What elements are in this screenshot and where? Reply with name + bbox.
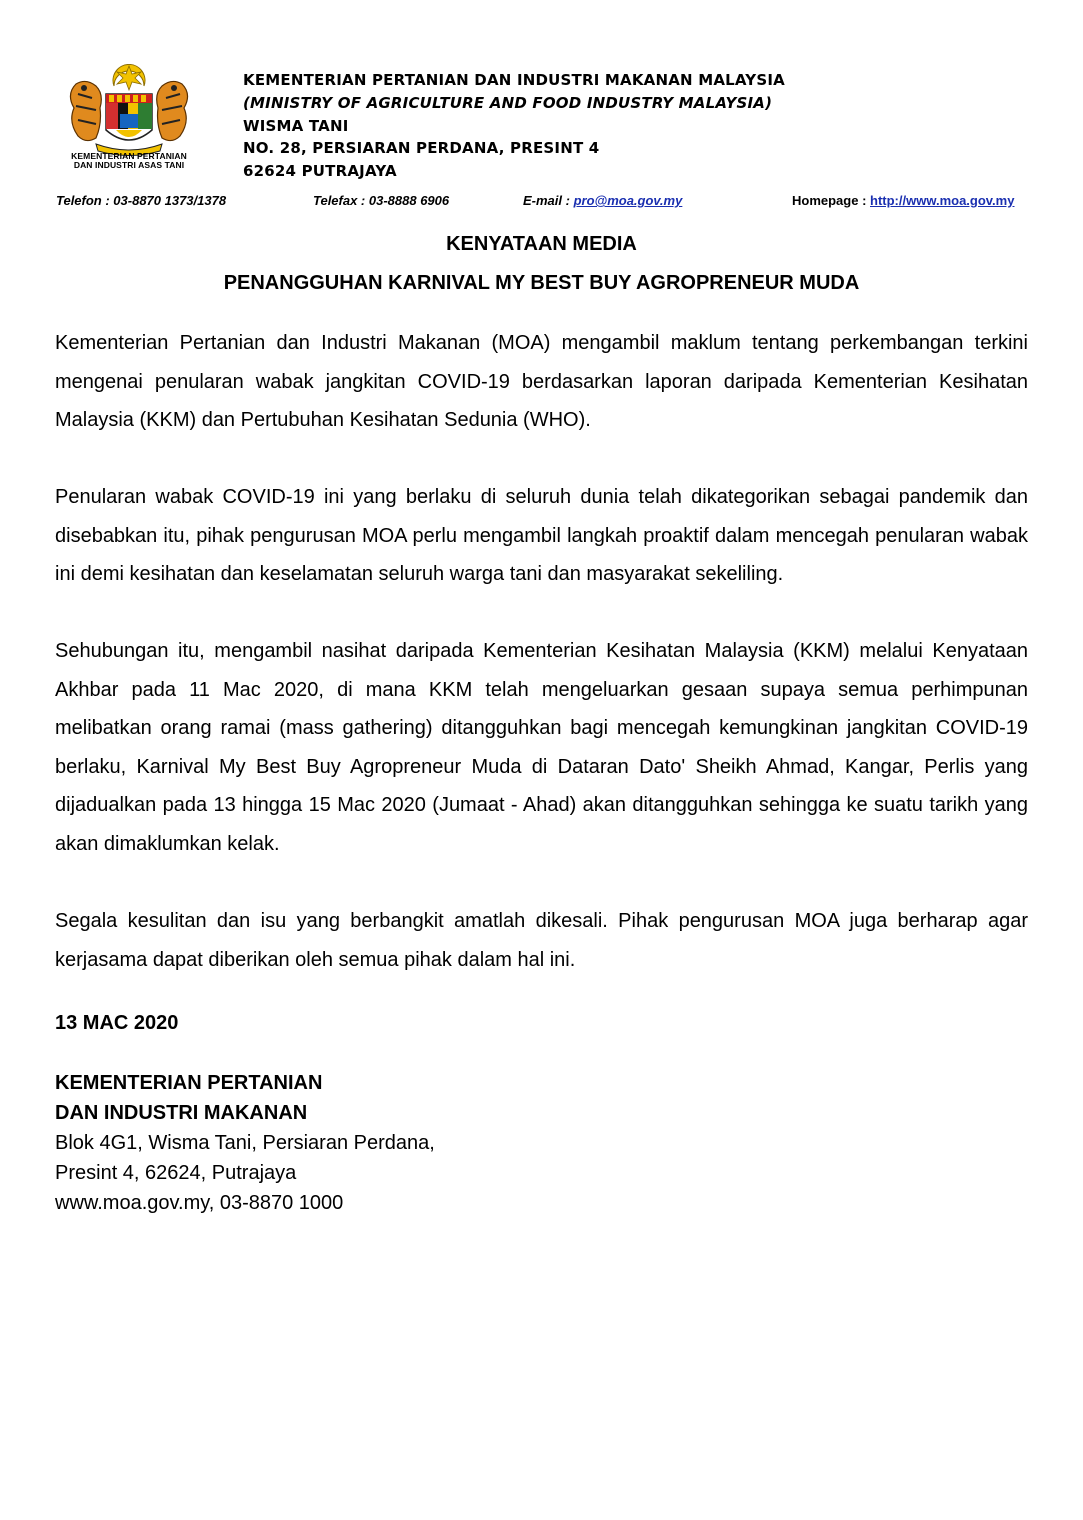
address-line2: NO. 28, PERSIARAN PERDANA, PRESINT 4 xyxy=(243,139,600,158)
email-label: E-mail : xyxy=(523,193,574,208)
homepage-link[interactable]: http://www.moa.gov.my xyxy=(870,193,1015,208)
signature-line2: DAN INDUSTRI MAKANAN xyxy=(55,1102,308,1124)
paragraph-1: Kementerian Pertanian dan Industri Makanan (MOA) mengambil maklum tentang perkembangan terkini mengenai penularan wabak jangkitan COVID-19 berdasarkan laporan daripada Kementerian Kesihatan Malaysia (KKM) dan Pertubuhan Kesihatan Sedunia (WHO). xyxy=(55,332,1028,432)
logo-caption-line2: DAN INDUSTRI ASAS TANI xyxy=(73,160,185,170)
document-subtitle: PENANGGUHAN KARNIVAL MY BEST BUY AGROPRENEUR MUDA xyxy=(223,272,860,294)
logo-caption xyxy=(56,152,202,170)
homepage-label: Homepage : xyxy=(792,193,871,208)
ministry-name-en: (MINISTRY OF AGRICULTURE AND FOOD INDUSTRY MALAYSIA) xyxy=(243,93,773,112)
telefax: Telefax : 03-8888 6906 xyxy=(313,193,450,208)
malaysia-coat-of-arms-icon xyxy=(56,64,202,156)
paragraph-2: Penularan wabak COVID-19 ini yang berlaku di seluruh dunia telah dikategorikan sebagai pandemik dan disebabkan itu, pihak pengurusan MOA perlu mengambil langkah proaktif dalam mencegah penularan wabak ini demi kesihatan dan keselamatan seluruh warga tani dan masyarakat sekeliling. xyxy=(55,486,1028,586)
ministry-name-ms: KEMENTERIAN PERTANIAN DAN INDUSTRI MAKANAN MALAYSIA xyxy=(243,71,785,89)
address-line1: WISMA TANI xyxy=(243,116,349,135)
telefon: Telefon : 03-8870 1373/1378 xyxy=(56,193,227,208)
document-title: KENYATAAN MEDIA xyxy=(446,233,637,255)
paragraph-4: Segala kesulitan dan isu yang berbangkit amatlah dikesali. Pihak pengurusan MOA juga berharap agar kerjasama dapat diberikan oleh semua pihak dalam hal ini. xyxy=(55,910,1028,971)
signature-block xyxy=(55,1068,435,1218)
signature-line5: www.moa.gov.my, 03-8870 1000 xyxy=(55,1192,344,1214)
logo-caption-line1: KEMENTERIAN PERTANIAN xyxy=(71,151,187,161)
address-line3: 62624 PUTRAJAYA xyxy=(243,162,397,181)
homepage xyxy=(792,193,1014,208)
paragraph-3: Sehubungan itu, mengambil nasihat daripada Kementerian Kesihatan Malaysia (KKM) melalui Kenyataan Akhbar pada 11 Mac 2020, di mana KKM telah mengeluarkan gesaan supaya semua perhimpunan melibatkan orang ramai (mass gathering) ditangguhkan bagi mencegah kemungkinan jangkitan COVID-19 berlaku, Karnival My Best Buy Agropreneur Muda di Dataran Dato' Sheikh Ahmad, Kangar, Perlis yang dijadualkan pada 13 hingga 15 Mac 2020 (Jumaat - Ahad) akan ditangguhkan sehingga ke suatu tarikh yang akan dimaklumkan kelak. xyxy=(55,640,1028,855)
email xyxy=(523,193,682,208)
statement-date: 13 MAC 2020 xyxy=(55,1012,179,1034)
signature-line4: Presint 4, 62624, Putrajaya xyxy=(55,1162,297,1184)
email-link[interactable]: pro@moa.gov.my xyxy=(573,193,683,208)
signature-line1: KEMENTERIAN PERTANIAN xyxy=(55,1072,323,1094)
signature-line3: Blok 4G1, Wisma Tani, Persiaran Perdana, xyxy=(55,1132,435,1154)
letterhead xyxy=(243,69,785,183)
